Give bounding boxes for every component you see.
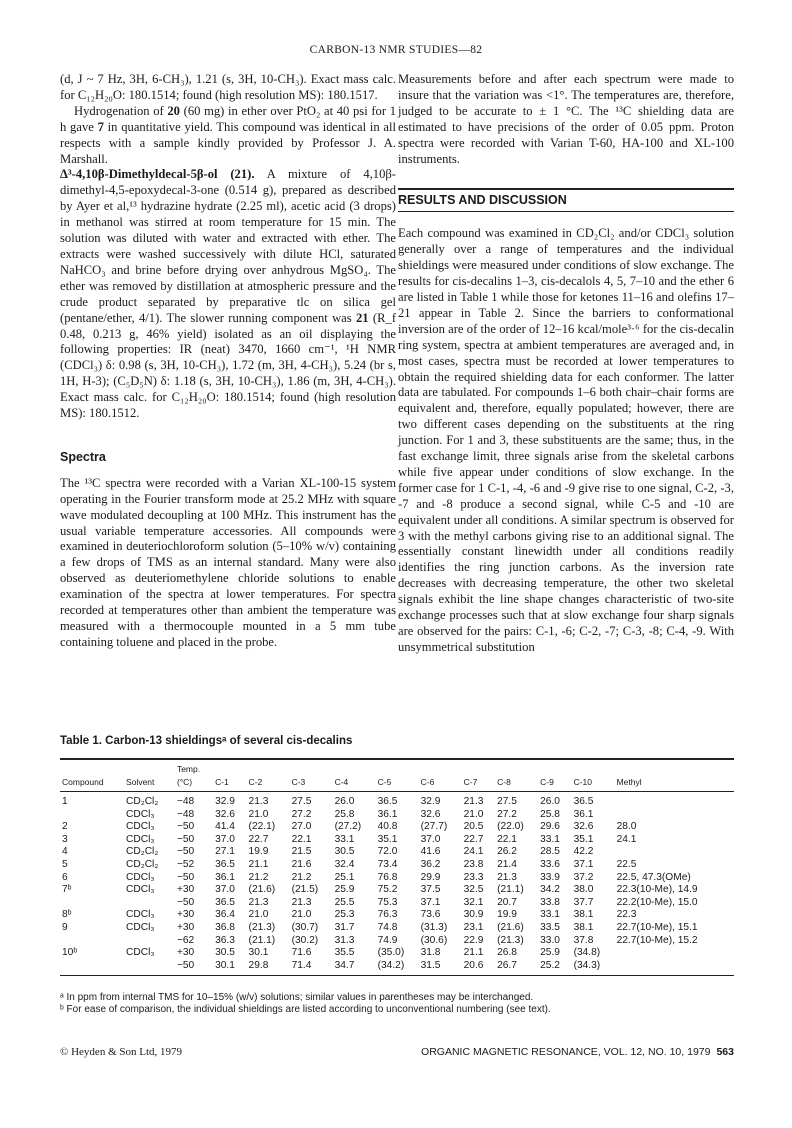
- text-run: (R_f 0.48, 0.213 g, 46% yield) isolated as an oil displaying the following properties: IR (neat) 3470, 1660 cm⁻¹, ¹H NMR (CDCl₃) δ: 0.98 (s, 3H, 10-CH₃), 1.72 (m, 3H, 4-CH₃), 5.24 (br s, 1H, H-3); (C₅D₅N) δ: 1.18 (s, 3H, 10-CH₃), 1.86 (m, 3H, 4-CH₃). Exact mass calc. for C₁₂H₂₀O: 180.1514; found (high resolution MS): 180.1512.: [60, 310, 397, 421]
- table-cell: 37.1: [573, 858, 594, 870]
- paragraph-hydrogenation: [60, 104, 396, 168]
- table-cell: 74.8: [377, 921, 398, 933]
- table-cell: 22.7: [463, 833, 484, 845]
- header-cell: [495, 759, 538, 776]
- table-cell: (31.3): [420, 921, 448, 933]
- table-cell: 28.0: [616, 821, 637, 833]
- table-cell: (34.8): [573, 947, 601, 959]
- running-header: CARBON-13 NMR STUDIES—82: [309, 44, 483, 56]
- table-cell: (21.6): [497, 921, 524, 933]
- compound-ref: 21: [356, 310, 369, 325]
- compound-ref: 7: [97, 119, 104, 134]
- header-cell: C-7: [462, 776, 495, 792]
- table-cell: 21.0: [291, 909, 312, 921]
- table-cell: CD₂Cl₂: [126, 795, 159, 807]
- table-cell: (27.7): [420, 821, 448, 833]
- table-cell: 25.2: [538, 959, 571, 975]
- table-row: [60, 858, 734, 871]
- table-cell: 30.5: [334, 846, 355, 858]
- paragraph-spectra: The ¹³C spectra were recorded with a Varian XL-100-15 system operating in the Fourier transform mode at 25.2 MHz with square wave modulated decoupling at 100 MHz. This instrument has the usual variable temperature accessories. All compounds were examined in deuteriochloroform solution (5–10% w/v) containing a few drops of TMS as an internal standard. Many were also observed as deuteriomethylene chloride solutions to enable examination of the spectra at lower temperatures. For spectra recorded at temperatures other than ambient the temperature was measured with a thermocouple mounted in a 5 mm tube containing toluene and placed in the probe.: [60, 475, 396, 649]
- table-cell: 21.4: [497, 858, 517, 870]
- table-cell: 36.8: [215, 921, 235, 933]
- table-cell: 33.1: [334, 833, 355, 845]
- table-cell: 32.6: [573, 821, 594, 833]
- table-cell: 22.3: [616, 909, 637, 921]
- table-cell: CDCl₃: [126, 821, 155, 833]
- header-cell: [572, 759, 615, 776]
- table-cell: 21.3: [248, 896, 269, 908]
- table-cell: (34.3): [572, 959, 615, 975]
- table-cell: 36.5: [377, 795, 398, 807]
- table-cell: 35.5: [334, 947, 355, 959]
- table-cell: 25.5: [334, 896, 355, 908]
- table-cell: (22.1): [248, 821, 276, 833]
- table-cell: +30: [176, 921, 195, 933]
- table-cell: 21.3: [291, 896, 312, 908]
- header-cell: C-5: [376, 776, 419, 792]
- left-column: [60, 72, 396, 651]
- table-cell: 25.3: [334, 909, 355, 921]
- table-body: [60, 792, 734, 975]
- table-cell: CD₂Cl₂: [126, 858, 159, 870]
- table-cell: 29.6: [540, 821, 560, 833]
- table-cell: 32.5: [463, 884, 484, 896]
- table-cell: 22.1: [497, 833, 517, 845]
- paragraph-results: Each compound was examined in CD₂Cl₂ and/or CDCl₃ solution generally over a range of temperatures and the individual shieldings were measured under conditions of slow exchange. The results for cis-decalins 1–3, cis-decalols 4, 5, 7–10 and the ether 6 are listed in Table 1 while those for ketones 11–16 and olefins 17–21 appear in Table 2. Since the barriers to conformational inversion are of the order of 12–16 kcal/mole³·⁶ for the cis-decalin ring system, spectra at ambient temperatures are averaged and, in most cases, spectra must be recorded at lower temperatures to obtain the required shielding data for each conformer. The latter data are tabulated. For compounds 1–6 both chair–chair forms are equivalent and, therefore, equally populated; however, there are two different cases depending on the substituents at the ring junction. For 1 and 3, these substituents are the same; thus, in the fast exchange limit, three signals arise from the skeletal carbons while five appear under conditions of slow exchange. In the former case for 1 C-1, -4, -6 and -9 give rise to one signal, C-2, -3, -7 and -8 produce a second signal, while C-5 and -10 are equivalent under all conditions. A similar spectrum is observed for 3 with the methyl carbons giving rise to an additional signal. The essentially constant linewidth under all conditions readily identifies the ring junction carbons. As the inversion rate decreases with decreasing temperature, the other two skeletal signals exhibit the line shape changes characteristic of two-site exchange processes such that at slow exchange four sharp signals are observed for the pairs: C-1, -6; C-2, -7; C-3, -8; C-4, -9. With unsymmetrical substitution: [398, 226, 734, 654]
- table-cell: 34.7: [333, 959, 376, 975]
- table-cell: 27.5: [497, 795, 517, 807]
- table-cell: 25.9: [540, 947, 560, 959]
- table-row: [60, 921, 734, 934]
- table-cell: 38.1: [573, 909, 594, 921]
- journal-name: ORGANIC MAGNETIC RESONANCE, VOL. 12, NO. 10, 1979: [421, 1046, 711, 1058]
- table-cell: 31.8: [420, 947, 441, 959]
- table-header-row-top: [60, 759, 734, 776]
- table-cell: 35.1: [377, 833, 398, 845]
- table-row: [60, 833, 734, 846]
- header-cell: Temp.: [175, 759, 213, 776]
- header-cell: C-9: [538, 776, 571, 792]
- table-cell: 30.5: [215, 947, 235, 959]
- table-cell: [124, 896, 175, 909]
- table-cell: 37.5: [420, 884, 441, 896]
- text-run: in quantitative yield. This compound was identical in all respects with a sample kindly provided by Professor J. A. Marshall.: [60, 119, 397, 166]
- compound-number-cell: 10ᵇ: [62, 947, 78, 959]
- table-cell: CDCl₃: [126, 921, 155, 933]
- table-cell: 36.2: [420, 858, 441, 870]
- table-cell: 21.3: [463, 795, 484, 807]
- table-cell: 26.8: [497, 947, 517, 959]
- table-cell: 27.5: [291, 795, 312, 807]
- table-cell: (21.6): [248, 884, 276, 896]
- header-cell: [124, 759, 175, 776]
- compound-heading: Δ³-4,10β-Dimethyldecal-5β-ol (21).: [60, 167, 255, 182]
- table-cell: CD₂Cl₂: [126, 846, 159, 858]
- compound-number-cell: 1: [62, 795, 68, 807]
- compound-ref: 20: [167, 103, 180, 118]
- table-cell: 37.7: [573, 896, 594, 908]
- table-cell: CDCl₃: [126, 909, 155, 921]
- table-footnotes: [60, 992, 734, 1017]
- paragraph-compound-21: [60, 167, 396, 422]
- table-cell: 21.5: [291, 846, 312, 858]
- table-cell: 73.4: [377, 858, 398, 870]
- table-row: [60, 820, 734, 833]
- table-cell: 21.0: [463, 808, 484, 820]
- table-cell: 33.0: [540, 934, 560, 946]
- table-cell: 27.0: [291, 821, 312, 833]
- table-cell: 37.1: [420, 896, 441, 908]
- table-cell: 32.4: [334, 858, 355, 870]
- compound-number-cell: 6: [62, 871, 68, 883]
- table-cell: −50: [176, 896, 195, 908]
- table-cell: 26.0: [540, 795, 560, 807]
- table-cell: −50: [176, 871, 195, 883]
- compound-number-cell: 3: [62, 833, 68, 845]
- header-cell: C-3: [290, 776, 333, 792]
- page-number: 563: [716, 1046, 734, 1058]
- table-cell: 21.0: [248, 808, 269, 820]
- compound-number-cell: [60, 959, 124, 975]
- journal-citation: [421, 1046, 734, 1058]
- table-cell: 19.9: [248, 846, 269, 858]
- table-cell: 33.1: [540, 909, 560, 921]
- header-cell: Solvent: [124, 776, 175, 792]
- table-cell: 30.9: [463, 909, 484, 921]
- table-cell: CDCl₃: [126, 947, 155, 959]
- table-cell: 73.6: [420, 909, 441, 921]
- table-cell: 35.1: [573, 833, 594, 845]
- table-cell: 27.2: [497, 808, 517, 820]
- table-cell: [124, 934, 175, 947]
- table-cell: CDCl₃: [126, 884, 155, 896]
- paragraph-exact-mass: (d, J ~ 7 Hz, 3H, 6-CH₃), 1.21 (s, 3H, 10-CH₃). Exact mass calc. for C₁₂H₂₀O: 180.1514; found (high resolution MS): 180.1517.: [60, 72, 396, 102]
- table-cell: 38.1: [573, 921, 594, 933]
- table-cell: −50: [175, 959, 213, 975]
- compound-number-cell: [60, 896, 124, 909]
- table-cell: [615, 846, 734, 859]
- table-cell: (22.0): [497, 821, 524, 833]
- table-row: [60, 792, 734, 808]
- text-run: Hydrogenation of: [74, 103, 164, 118]
- table-cell: (21.3): [248, 921, 276, 933]
- compound-number-cell: [60, 934, 124, 947]
- table-cell: 30.1: [248, 947, 269, 959]
- table-cell: 36.4: [215, 909, 235, 921]
- table-cell: 22.7(10-Me), 15.1: [616, 921, 698, 933]
- table-cell: 20.6: [462, 959, 495, 975]
- table-cell: 36.1: [377, 808, 398, 820]
- table-cell: 40.8: [377, 821, 398, 833]
- table-cell: 26.7: [495, 959, 538, 975]
- table-cell: −62: [176, 934, 195, 946]
- table-cell: 33.6: [540, 858, 560, 870]
- table-cell: 33.5: [540, 921, 560, 933]
- table-cell: 21.3: [248, 795, 269, 807]
- table-cell: (21.5): [291, 884, 319, 896]
- table-cell: 21.6: [291, 858, 312, 870]
- header-cell: [538, 759, 571, 776]
- table-cell: 33.1: [540, 833, 560, 845]
- table-cell: 29.9: [420, 871, 441, 883]
- table-cell: 25.1: [334, 871, 355, 883]
- header-cell: [213, 759, 246, 776]
- table-cell: 36.3: [215, 934, 235, 946]
- table-cell: 21.0: [248, 909, 269, 921]
- table-cell: 21.1: [248, 858, 269, 870]
- table-cell: +30: [176, 909, 195, 921]
- table-cell: 36.1: [215, 871, 235, 883]
- table-cell: 25.8: [334, 808, 355, 820]
- table-cell: [615, 808, 734, 821]
- table-cell: 21.1: [463, 947, 484, 959]
- table-cell: [615, 792, 734, 808]
- compound-number-cell: [60, 808, 124, 821]
- section-heading-spectra: Spectra: [60, 449, 106, 464]
- table-cell: 25.9: [334, 884, 355, 896]
- header-cell: Methyl: [615, 776, 734, 792]
- table-cell: 75.2: [377, 884, 398, 896]
- table-cell: 76.8: [377, 871, 398, 883]
- table-row: [60, 959, 734, 975]
- table-cell: −48: [176, 808, 195, 820]
- table-cell: 22.1: [291, 833, 312, 845]
- table-cell: 31.7: [334, 921, 355, 933]
- table-title: Table 1. Carbon-13 shieldingsᵃ of several cis-decalins: [60, 735, 353, 747]
- table-cell: CDCl₃: [126, 871, 155, 883]
- table-cell: 22.7: [248, 833, 269, 845]
- table-row: [60, 896, 734, 909]
- table-cell: −50: [176, 846, 195, 858]
- table-cell: (21.3): [497, 934, 524, 946]
- table-cell: 23.8: [463, 858, 484, 870]
- table-cell: 71.6: [291, 947, 312, 959]
- table-cell: CDCl₃: [126, 833, 155, 845]
- table-cell: 22.5, 47.3(OMe): [616, 871, 691, 883]
- table-cell: 37.0: [215, 833, 235, 845]
- table-cell: 24.1: [463, 846, 484, 858]
- table-cell: 23.1: [463, 921, 484, 933]
- compound-number-cell: 5: [62, 858, 68, 870]
- table-cell: (30.7): [291, 921, 319, 933]
- section-heading-results: RESULTS AND DISCUSSION: [398, 188, 734, 212]
- table-cell: 32.9: [420, 795, 441, 807]
- table-cell: 37.0: [420, 833, 441, 845]
- table-cell: 36.5: [215, 896, 235, 908]
- header-cell: C-1: [213, 776, 246, 792]
- table-cell: (34.2): [376, 959, 419, 975]
- text-run: A mixture of 4,10β-dimethyl-4,5-epoxydecal-3-one (0.514 g), prepared as described by Ayer et al,¹³ hydrazine hydrate (2.25 ml), acetic acid (3 drops) in methanol was stirred at room temperature for 15 min. The solution was diluted with water and extracted with ether. The extracts were washed successively with dilute HCl, saturated NaHCO₃ and brine before drying over anhydrous MgSO₄. The ether was removed by distillation at atmospheric pressure and the crude product separated by preparative tlc on silica gel (pentane/ether, 4/1). The slower running component was: [60, 167, 396, 325]
- table-cell: −48: [176, 795, 195, 807]
- table-row: [60, 808, 734, 821]
- header-cell: [333, 759, 376, 776]
- table-cell: 26.2: [497, 846, 517, 858]
- table-cell: 76.3: [377, 909, 398, 921]
- table-cell: 34.2: [540, 884, 560, 896]
- header-cell: Compound: [60, 776, 124, 792]
- table-cell: 71.4: [290, 959, 333, 975]
- table-cell: (35.0): [377, 947, 405, 959]
- table-cell: 36.5: [215, 858, 235, 870]
- table-cell: 31.3: [334, 934, 355, 946]
- table-cell: 26.0: [334, 795, 355, 807]
- table-row: [60, 871, 734, 884]
- table-cell: 22.9: [463, 934, 484, 946]
- table-cell: 74.9: [377, 934, 398, 946]
- table-cell: [615, 959, 734, 975]
- header-cell: C-6: [419, 776, 462, 792]
- table-cell: 22.3(10-Me), 14.9: [616, 884, 698, 896]
- table-cell: 22.5: [616, 858, 637, 870]
- table-cell: −50: [176, 833, 195, 845]
- table-cell: [615, 946, 734, 959]
- footnote-b: ᵇ For ease of comparison, the individual shieldings are listed according to unconventional numbering (see text).: [60, 1004, 551, 1016]
- table-cell: 32.9: [215, 795, 235, 807]
- table-cell: (21.1): [248, 934, 276, 946]
- table-cell: 41.4: [215, 821, 235, 833]
- table-row: [60, 909, 734, 922]
- table-cell: (30.6): [420, 934, 448, 946]
- table-cell: 32.6: [420, 808, 441, 820]
- table-cell: 32.1: [463, 896, 484, 908]
- table-cell: 37.2: [573, 871, 594, 883]
- table-cell: +30: [176, 947, 195, 959]
- table-cell: (30.2): [291, 934, 319, 946]
- header-cell: C-10: [572, 776, 615, 792]
- table-cell: 72.0: [377, 846, 398, 858]
- table-cell: 33.8: [540, 896, 560, 908]
- table-cell: 37.8: [573, 934, 594, 946]
- shieldings-table: [60, 758, 734, 976]
- header-cell: [615, 759, 734, 776]
- table-cell: 25.8: [540, 808, 560, 820]
- table-row: [60, 934, 734, 947]
- table-cell: +30: [176, 884, 195, 896]
- table-header-row: [60, 776, 734, 792]
- compound-number-cell: 2: [62, 821, 68, 833]
- table-cell: 23.3: [463, 871, 484, 883]
- table-row: [60, 883, 734, 896]
- header-cell: C-2: [247, 776, 290, 792]
- table-cell: 20.5: [463, 821, 484, 833]
- table-cell: 41.6: [420, 846, 441, 858]
- header-cell: [462, 759, 495, 776]
- right-column: [398, 72, 734, 656]
- compound-number-cell: 9: [62, 921, 68, 933]
- header-cell: (°C): [175, 776, 213, 792]
- header-cell: [419, 759, 462, 776]
- footnote-a: ᵃ In ppm from internal TMS for 10–15% (w/v) solutions; similar values in parentheses may be interchanged.: [60, 992, 534, 1003]
- table-cell: 33.9: [540, 871, 560, 883]
- table-cell: 21.3: [497, 871, 517, 883]
- table-cell: 75.3: [377, 896, 398, 908]
- table-cell: 32.6: [215, 808, 235, 820]
- compound-number-cell: 7ᵇ: [62, 884, 72, 896]
- copyright: © Heyden & Son Ltd, 1979: [60, 1046, 183, 1058]
- table-cell: 28.5: [540, 846, 560, 858]
- table-cell: 37.0: [215, 884, 235, 896]
- table-cell: −52: [176, 858, 195, 870]
- table-row: [60, 946, 734, 959]
- table-cell: 20.7: [497, 896, 517, 908]
- text-run: (60 mg) in ether over PtO₂ at 40 psi for 1 h gave: [60, 103, 397, 134]
- table-cell: 27.2: [291, 808, 312, 820]
- table-cell: 38.0: [573, 884, 594, 896]
- table-cell: 21.2: [291, 871, 312, 883]
- table-cell: 19.9: [497, 909, 517, 921]
- table-cell: 22.7(10-Me), 15.2: [616, 934, 698, 946]
- header-cell: C-4: [333, 776, 376, 792]
- table-cell: 24.1: [616, 833, 637, 845]
- table-cell: 27.1: [215, 846, 235, 858]
- table-cell: 29.8: [247, 959, 290, 975]
- paragraph-measurements: Measurements before and after each spectrum were made to insure that the variation was <1°. The temperatures are, therefore, judged to be accurate to ± 1 °C. The ¹³C shielding data are estimated to have precisions of the order of 0.05 ppm. Proton spectra were recorded with Varian T-60, HA-100 and XL-100 instruments.: [398, 72, 734, 166]
- table-cell: (27.2): [334, 821, 362, 833]
- table-cell: [124, 959, 175, 975]
- table-cell: CDCl₃: [126, 808, 155, 820]
- table-cell: 22.2(10-Me), 15.0: [616, 896, 698, 908]
- table-cell: 30.1: [213, 959, 246, 975]
- compound-number-cell: 4: [62, 846, 68, 858]
- table-cell: 21.2: [248, 871, 269, 883]
- header-cell: [376, 759, 419, 776]
- table-cell: (21.1): [497, 884, 524, 896]
- header-cell: [247, 759, 290, 776]
- header-cell: [290, 759, 333, 776]
- table-cell: −50: [176, 821, 195, 833]
- table-cell: 36.1: [573, 808, 594, 820]
- header-cell: C-8: [495, 776, 538, 792]
- table-row: [60, 846, 734, 859]
- table-cell: 31.5: [419, 959, 462, 975]
- compound-number-cell: 8ᵇ: [62, 909, 72, 921]
- header-cell: [60, 759, 124, 776]
- table-cell: 42.2: [573, 846, 594, 858]
- table-cell: 36.5: [573, 795, 594, 807]
